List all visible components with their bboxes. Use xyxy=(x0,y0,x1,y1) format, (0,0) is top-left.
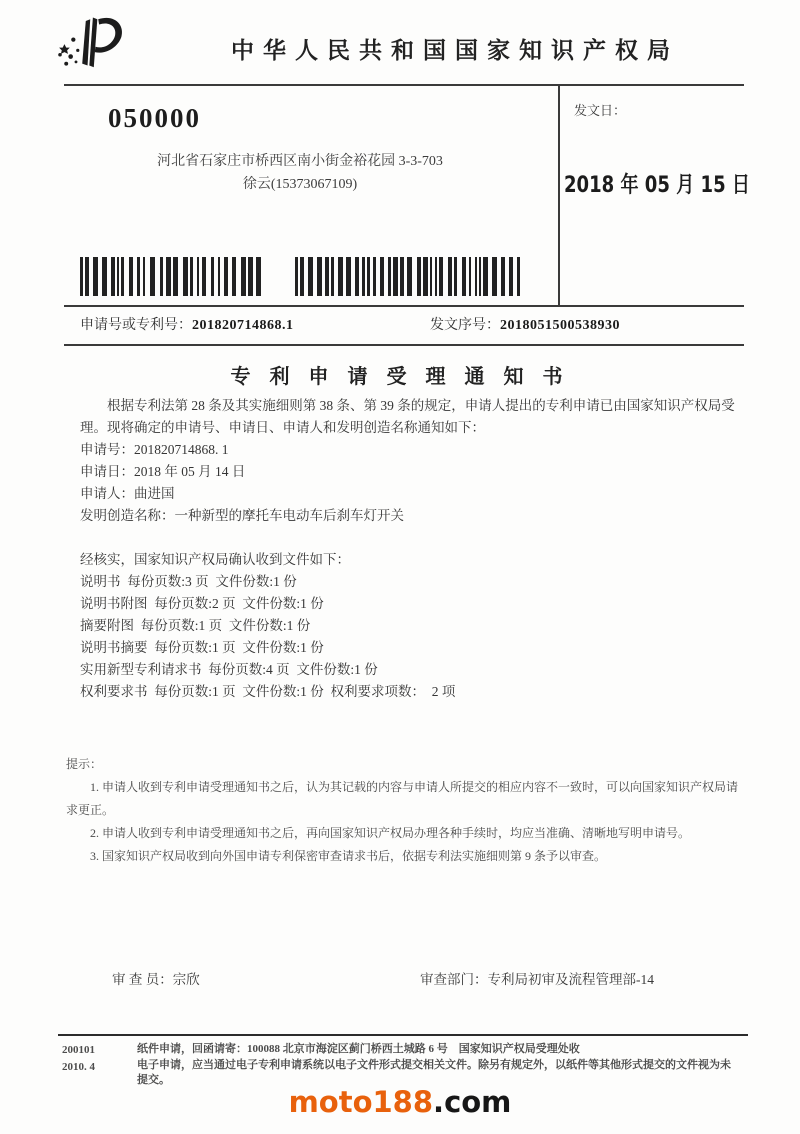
department-label: 审查部门： xyxy=(420,972,488,987)
footer-notes xyxy=(137,1042,737,1088)
paper-filing-note: 纸件申请，回函请寄：100088 北京市海淀区蓟门桥西土城路 6 号 国家知识产权局受理处收 xyxy=(137,1043,580,1055)
department-value: 专利局初审及流程管理部-14 xyxy=(487,972,654,987)
recipient-address-block xyxy=(95,150,505,196)
reference-row-divider xyxy=(64,344,744,346)
dispatch-date-value: 2018 年 05 月 15 日 xyxy=(564,173,750,198)
serial-number-label: 发文序号： xyxy=(430,318,500,333)
tips-heading: 提示： xyxy=(66,757,103,771)
electronic-filing-note: 电子申请，应当通过电子专利申请系统以电子文件形式提交相关文件。除另有规定外，以纸件等其他形式提交的文件视为未提交。 xyxy=(137,1059,731,1086)
watermark-suffix: .com xyxy=(433,1085,512,1119)
document-item: 权利要求书 每份页数:1 页 文件份数:1 份 权利要求项数： 2 项 xyxy=(80,684,456,699)
examiner-name: 宗欣 xyxy=(172,972,200,987)
notice-body xyxy=(80,395,748,703)
barcode-right xyxy=(295,257,522,296)
document-item: 实用新型专利请求书 每份页数:4 页 文件份数:1 份 xyxy=(80,662,378,677)
serial-number xyxy=(430,314,620,334)
section-divider xyxy=(64,305,744,307)
address-line: 河北省石家庄市桥西区南小街金裕花园 3-3-703 xyxy=(157,154,443,169)
field-application-no: 申请号：201820714868. 1 xyxy=(80,442,229,457)
recipient-line: 徐云(15373067109) xyxy=(242,177,358,192)
tip-item: 1. 申请人收到专利申请受理通知书之后，认为其记载的内容与申请人所提交的相应内容不一致时，可以向国家知识产权局请求更正。 xyxy=(66,780,739,817)
examiner-label: 审 查 员： xyxy=(112,972,173,987)
site-watermark xyxy=(0,1085,800,1119)
field-application-date: 申请日：2018 年 05 月 14 日 xyxy=(80,464,246,479)
application-number-value: 201820714868.1 xyxy=(192,318,294,333)
footer-divider xyxy=(58,1034,748,1036)
agency-name: 中华人民共和国国家知识产权局 xyxy=(231,38,679,63)
received-documents-list xyxy=(80,549,748,703)
serial-number-value: 2018051500538930 xyxy=(500,318,620,333)
document-item: 说明书附图 每份页数:2 页 文件份数:1 份 xyxy=(80,596,324,611)
application-number-label: 申请号或专利号： xyxy=(80,318,192,333)
examining-department xyxy=(420,968,654,988)
dispatch-box-divider xyxy=(558,85,560,305)
field-invention-title: 发明创造名称：一种新型的摩托车电动车后刹车灯开关 xyxy=(80,508,404,523)
tip-item: 2. 申请人收到专利申请受理通知书之后，再向国家知识产权局办理各种手续时，均应当准确、清晰地写明申请号。 xyxy=(90,826,691,840)
field-applicant: 申请人：曲进国 xyxy=(80,486,175,501)
examiner xyxy=(112,968,200,988)
document-item: 摘要附图 每份页数:1 页 文件份数:1 份 xyxy=(80,618,311,633)
tip-item: 3. 国家知识产权局收到向外国申请专利保密审查请求书后，依据专利法实施细则第 9 条予以审查。 xyxy=(90,849,607,863)
notice-title: 专 利 申 请 受 理 通 知 书 xyxy=(230,366,570,388)
form-date: 2010. 4 xyxy=(62,1061,95,1073)
application-number xyxy=(80,314,294,334)
watermark-brand: moto188 xyxy=(288,1085,434,1119)
dispatch-date-label: 发文日： xyxy=(574,103,627,118)
form-codes xyxy=(62,1043,122,1077)
barcode-left xyxy=(80,257,263,296)
postal-code: 050000 xyxy=(108,103,201,133)
document-item: 说明书摘要 每份页数:1 页 文件份数:1 份 xyxy=(80,640,324,655)
notice-intro: 根据专利法第 28 条及其实施细则第 38 条、第 39 条的规定，申请人提出的专利申请已由国家知识产权局受理。现将确定的申请号、申请日、申请人和发明创造名称通知如下： xyxy=(80,398,735,435)
document-item: 说明书 每份页数:3 页 文件份数:1 份 xyxy=(80,574,297,589)
cnipa-logo-icon xyxy=(52,10,132,80)
tips-section xyxy=(66,753,746,868)
form-code: 200101 xyxy=(62,1044,95,1056)
received-intro: 经核实，国家知识产权局确认收到文件如下： xyxy=(80,552,350,567)
header-divider xyxy=(64,84,744,86)
footer xyxy=(62,1042,752,1089)
